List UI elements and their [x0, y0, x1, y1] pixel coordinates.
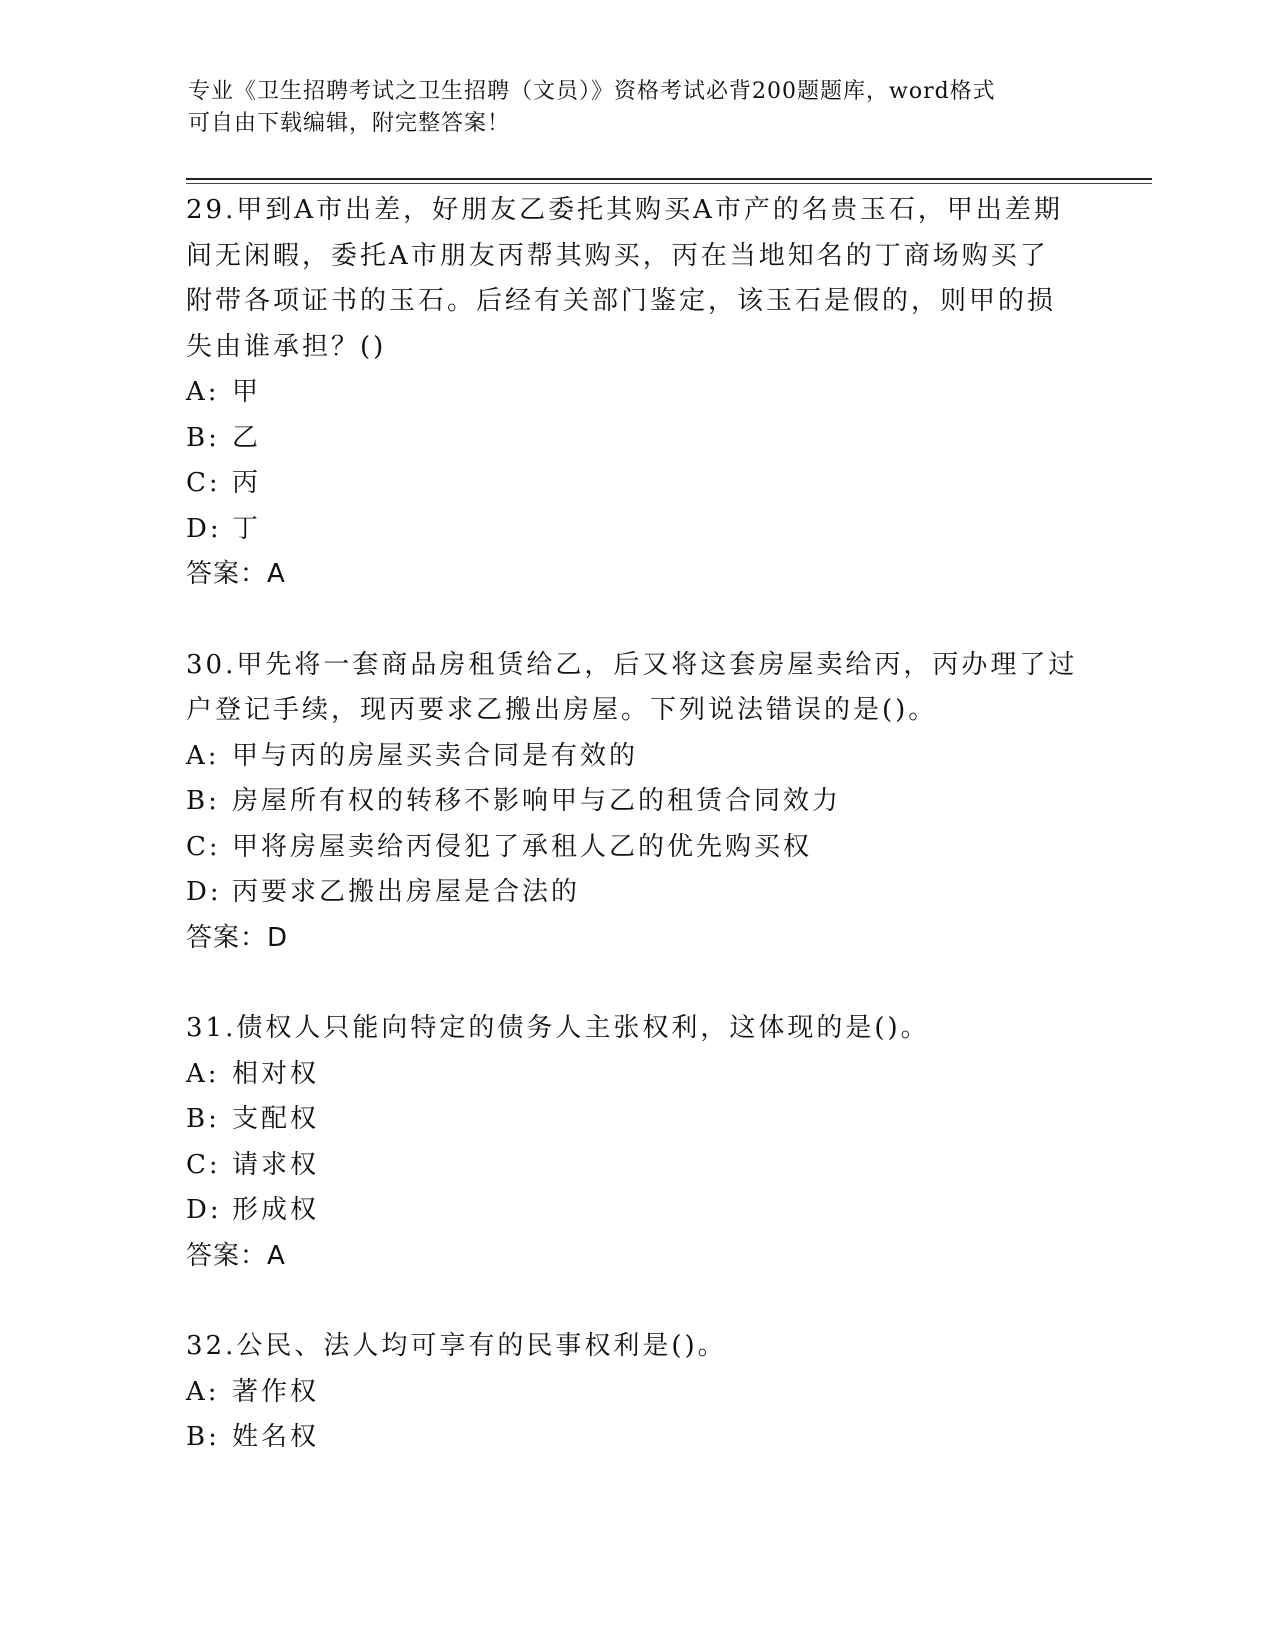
- option-key: D:: [186, 1195, 222, 1225]
- question-29-option-b: [186, 416, 1086, 462]
- option-key: A:: [186, 1058, 220, 1089]
- option-key: B:: [186, 786, 220, 816]
- question-31-answer: 答案：A: [186, 1240, 286, 1271]
- option-text: 乙: [232, 422, 262, 453]
- question-31: [186, 1006, 1086, 1279]
- question-29: [186, 188, 1086, 598]
- question-29-line-1: 29.甲到A市出差，好朋友乙委托其购买A市产的名贵玉石，甲出差期: [186, 195, 1063, 225]
- question-29-option-c: [186, 461, 1086, 507]
- question-30-option-a: [186, 734, 1086, 780]
- option-text: 丙要求乙搬出房屋是合法的: [232, 877, 581, 907]
- question-list: [186, 188, 1086, 1461]
- question-30: [186, 643, 1086, 962]
- question-32: [186, 1324, 1086, 1461]
- question-gap: [186, 598, 1086, 643]
- option-text: 相对权: [232, 1058, 320, 1089]
- option-key: C:: [186, 468, 221, 498]
- question-31-option-d: [186, 1188, 1086, 1234]
- option-text: 形成权: [232, 1195, 320, 1225]
- option-text: 姓名权: [232, 1422, 320, 1452]
- question-31-option-c: [186, 1143, 1086, 1189]
- option-key: C:: [186, 831, 221, 862]
- question-30-option-c: [186, 825, 1086, 871]
- option-text: 甲: [232, 377, 262, 407]
- question-29-answer: 答案：A: [186, 559, 286, 589]
- question-32-line-1: 32.公民、法人均可享有的民事权利是()。: [186, 1331, 727, 1361]
- question-gap: [186, 1279, 1086, 1324]
- question-32-option-b: [186, 1415, 1086, 1461]
- option-key: A:: [186, 1376, 220, 1407]
- option-key: D:: [186, 513, 222, 544]
- option-text: 甲将房屋卖给丙侵犯了承租人乙的优先购买权: [232, 831, 813, 862]
- header-rule-thin: [186, 183, 1152, 184]
- document-header: [188, 76, 1068, 140]
- question-29-line-2: 间无闲暇，委托A市朋友丙帮其购买，丙在当地知名的丁商场购买了: [186, 240, 1049, 271]
- header-line-2: 可自由下载编辑，附完整答案！: [188, 111, 511, 136]
- question-30-answer: 答案：D: [186, 922, 289, 953]
- option-text: 丁: [232, 513, 262, 544]
- question-30-line-2: 户登记手续，现丙要求乙搬出房屋。下列说法错误的是()。: [186, 695, 938, 725]
- question-32-option-a: [186, 1370, 1086, 1416]
- question-31-option-b: [186, 1097, 1086, 1143]
- option-text: 请求权: [232, 1149, 320, 1180]
- option-text: 著作权: [232, 1376, 320, 1407]
- question-29-line-4: 失由谁承担？(): [186, 331, 387, 362]
- question-31-option-a: [186, 1052, 1086, 1098]
- question-29-line-3: 附带各项证书的玉石。后经有关部门鉴定，该玉石是假的，则甲的损: [186, 286, 1057, 316]
- question-29-option-d: [186, 507, 1086, 553]
- option-text: 支配权: [232, 1104, 320, 1134]
- question-29-option-a: [186, 370, 1086, 416]
- question-31-line-1: 31.债权人只能向特定的债务人主张权利，这体现的是()。: [186, 1013, 930, 1043]
- option-key: B:: [186, 422, 220, 453]
- header-line-1: 专业《卫生招聘考试之卫生招聘（文员）》资格考试必背200题题库，word格式: [188, 79, 996, 104]
- option-key: A:: [186, 740, 220, 771]
- option-key: C:: [186, 1149, 221, 1180]
- option-key: B:: [186, 1422, 220, 1452]
- question-gap: [186, 961, 1086, 1006]
- header-rule-thick: [186, 178, 1152, 180]
- question-30-option-d: [186, 870, 1086, 916]
- question-30-line-1: 30.甲先将一套商品房租赁给乙，后又将这套房屋卖给丙，丙办理了过: [186, 649, 1078, 680]
- question-30-option-b: [186, 779, 1086, 825]
- option-text: 房屋所有权的转移不影响甲与乙的租赁合同效力: [232, 786, 842, 816]
- option-key: B:: [186, 1104, 220, 1134]
- option-text: 甲与丙的房屋买卖合同是有效的: [232, 740, 639, 771]
- option-key: A:: [186, 377, 220, 407]
- option-text: 丙: [232, 468, 262, 498]
- option-key: D:: [186, 877, 222, 907]
